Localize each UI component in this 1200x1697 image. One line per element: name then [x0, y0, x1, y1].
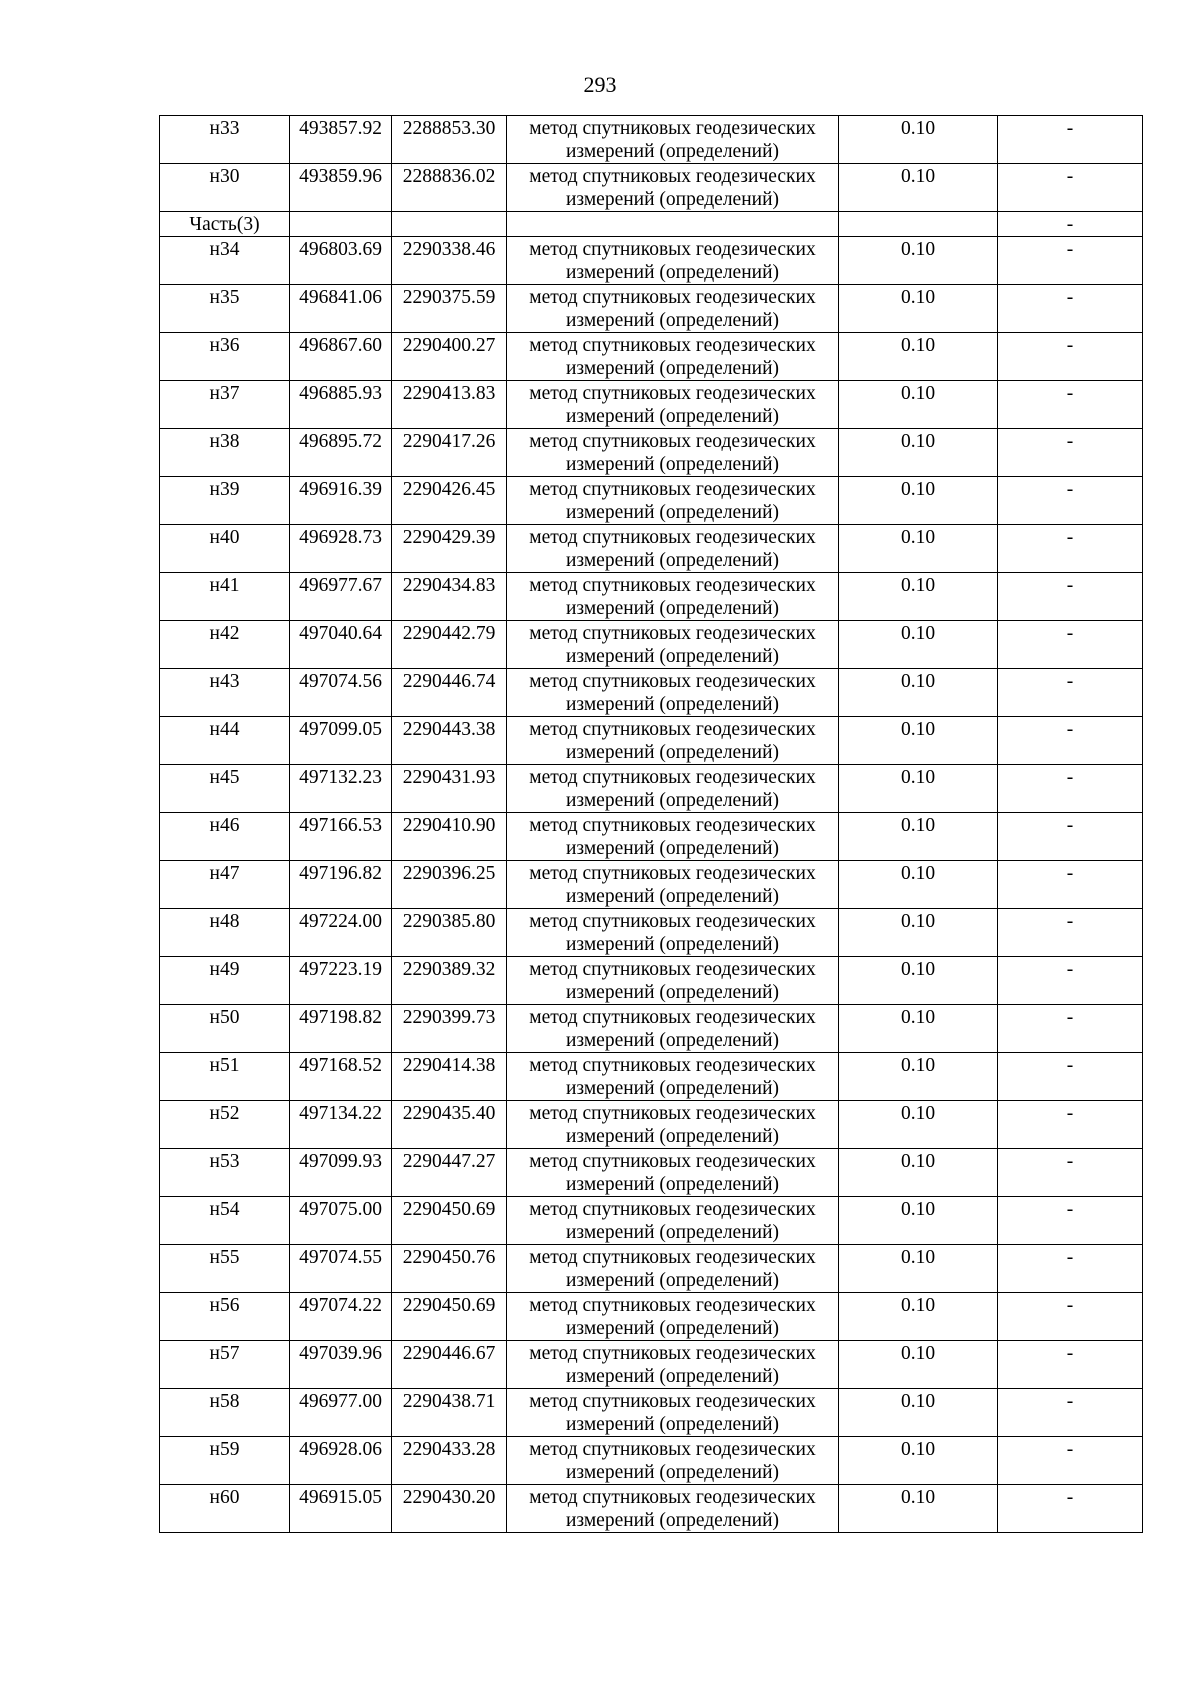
x-coordinate: 497224.00	[290, 909, 392, 957]
y-coordinate: 2290389.32	[392, 957, 507, 1005]
point-name: н40	[160, 525, 290, 573]
part-label: Часть(3)	[160, 212, 290, 237]
note-cell: -	[998, 957, 1143, 1005]
y-coordinate: 2290438.71	[392, 1389, 507, 1437]
point-name: н45	[160, 765, 290, 813]
y-coordinate: 2290446.67	[392, 1341, 507, 1389]
method-line-2: измерений (определений)	[565, 1510, 780, 1531]
method-line-1: метод спутниковых геодезических	[529, 767, 816, 788]
method-cell	[507, 1101, 839, 1149]
y-coordinate: 2290431.93	[392, 765, 507, 813]
method-line-1: метод спутниковых геодезических	[529, 911, 816, 932]
x-coordinate: 497196.82	[290, 861, 392, 909]
method-line-1: метод спутниковых геодезических	[529, 1391, 816, 1412]
method-line-2: измерений (определений)	[565, 502, 780, 523]
note-cell: -	[998, 717, 1143, 765]
method-line-2: измерений (определений)	[565, 358, 780, 379]
y-coordinate: 2290385.80	[392, 909, 507, 957]
y-coordinate: 2290442.79	[392, 621, 507, 669]
method-line-1: метод спутниковых геодезических	[529, 1295, 816, 1316]
method-line-2: измерений (определений)	[565, 1462, 780, 1483]
method-cell	[507, 1293, 839, 1341]
accuracy-cell: 0.10	[839, 1389, 998, 1437]
table-row	[160, 909, 1143, 957]
point-name: н58	[160, 1389, 290, 1437]
point-name: н52	[160, 1101, 290, 1149]
method-line-1: метод спутниковых геодезических	[529, 335, 816, 356]
y-coordinate: 2290450.76	[392, 1245, 507, 1293]
point-name: н56	[160, 1293, 290, 1341]
note-cell: -	[998, 765, 1143, 813]
table-row	[160, 1101, 1143, 1149]
point-name: н37	[160, 381, 290, 429]
x-coordinate: 497075.00	[290, 1197, 392, 1245]
point-name: н48	[160, 909, 290, 957]
accuracy-cell: 0.10	[839, 1005, 998, 1053]
accuracy-cell: 0.10	[839, 1341, 998, 1389]
method-cell	[507, 1197, 839, 1245]
table-row	[160, 1485, 1143, 1533]
x-coordinate: 497223.19	[290, 957, 392, 1005]
table-row	[160, 957, 1143, 1005]
y-coordinate: 2290430.20	[392, 1485, 507, 1533]
method-line-1: метод спутниковых геодезических	[529, 1055, 816, 1076]
accuracy-cell: 0.10	[839, 1293, 998, 1341]
y-coordinate: 2290429.39	[392, 525, 507, 573]
x-coordinate: 497132.23	[290, 765, 392, 813]
accuracy-cell: 0.10	[839, 285, 998, 333]
method-line-2: измерений (определений)	[565, 1318, 780, 1339]
method-line-1: метод спутниковых геодезических	[529, 1199, 816, 1220]
method-line-1: метод спутниковых геодезических	[529, 719, 816, 740]
method-cell	[507, 1053, 839, 1101]
table-row	[160, 1389, 1143, 1437]
note-cell: -	[998, 621, 1143, 669]
method-cell	[507, 813, 839, 861]
accuracy-cell: 0.10	[839, 1149, 998, 1197]
table-row	[160, 1245, 1143, 1293]
accuracy-cell: 0.10	[839, 333, 998, 381]
note-cell: -	[998, 477, 1143, 525]
x-coordinate: 496841.06	[290, 285, 392, 333]
method-line-1: метод спутниковых геодезических	[529, 863, 816, 884]
method-cell	[507, 1341, 839, 1389]
note-cell: -	[998, 813, 1143, 861]
method-line-2: измерений (определений)	[565, 646, 780, 667]
page-number: 293	[583, 72, 617, 97]
point-name: н30	[160, 164, 290, 212]
method-cell	[507, 477, 839, 525]
method-cell	[507, 861, 839, 909]
point-name: н60	[160, 1485, 290, 1533]
x-coordinate: 493857.92	[290, 116, 392, 164]
note-cell: -	[998, 429, 1143, 477]
method-line-1: метод спутниковых геодезических	[529, 118, 816, 139]
point-name: н42	[160, 621, 290, 669]
y-coordinate: 2288836.02	[392, 164, 507, 212]
method-line-1: метод спутниковых геодезических	[529, 527, 816, 548]
method-line-2: измерений (определений)	[565, 1174, 780, 1195]
method-cell	[507, 1485, 839, 1533]
table-row	[160, 333, 1143, 381]
method-cell	[507, 1245, 839, 1293]
method-cell	[507, 116, 839, 164]
accuracy-cell: 0.10	[839, 765, 998, 813]
note-cell: -	[998, 333, 1143, 381]
y-coordinate: 2290433.28	[392, 1437, 507, 1485]
method-line-1: метод спутниковых геодезических	[529, 671, 816, 692]
point-name: н47	[160, 861, 290, 909]
y-coordinate	[392, 212, 507, 237]
accuracy-cell: 0.10	[839, 1245, 998, 1293]
method-line-1: метод спутниковых геодезических	[529, 431, 816, 452]
note-cell: -	[998, 1197, 1143, 1245]
table-row	[160, 813, 1143, 861]
note-cell: -	[998, 1101, 1143, 1149]
method-cell	[507, 717, 839, 765]
table-row	[160, 1293, 1143, 1341]
point-name: н55	[160, 1245, 290, 1293]
method-line-1: метод спутниковых геодезических	[529, 1247, 816, 1268]
table-row	[160, 237, 1143, 285]
y-coordinate: 2290410.90	[392, 813, 507, 861]
y-coordinate: 2290450.69	[392, 1293, 507, 1341]
method-line-1: метод спутниковых геодезических	[529, 239, 816, 260]
table-row	[160, 861, 1143, 909]
method-line-1: метод спутниковых геодезических	[529, 383, 816, 404]
accuracy-cell: 0.10	[839, 957, 998, 1005]
x-coordinate: 497166.53	[290, 813, 392, 861]
note-cell: -	[998, 1341, 1143, 1389]
y-coordinate: 2290443.38	[392, 717, 507, 765]
note-cell: -	[998, 237, 1143, 285]
point-name: н49	[160, 957, 290, 1005]
note-cell: -	[998, 285, 1143, 333]
x-coordinate: 496977.67	[290, 573, 392, 621]
method-line-1: метод спутниковых геодезических	[529, 815, 816, 836]
x-coordinate: 496916.39	[290, 477, 392, 525]
table-row	[160, 429, 1143, 477]
y-coordinate: 2290426.45	[392, 477, 507, 525]
point-name: н39	[160, 477, 290, 525]
y-coordinate: 2290400.27	[392, 333, 507, 381]
accuracy-cell: 0.10	[839, 381, 998, 429]
method-line-2: измерений (определений)	[565, 790, 780, 811]
accuracy-cell	[839, 212, 998, 237]
method-line-2: измерений (определений)	[565, 310, 780, 331]
point-name: н36	[160, 333, 290, 381]
y-coordinate: 2290447.27	[392, 1149, 507, 1197]
x-coordinate: 497198.82	[290, 1005, 392, 1053]
point-name: н41	[160, 573, 290, 621]
accuracy-cell: 0.10	[839, 477, 998, 525]
method-cell	[507, 1389, 839, 1437]
accuracy-cell: 0.10	[839, 1053, 998, 1101]
method-line-2: измерений (определений)	[565, 1078, 780, 1099]
x-coordinate: 496977.00	[290, 1389, 392, 1437]
method-line-2: измерений (определений)	[565, 141, 780, 162]
method-line-1: метод спутниковых геодезических	[529, 479, 816, 500]
method-line-2: измерений (определений)	[565, 189, 780, 210]
point-name: н53	[160, 1149, 290, 1197]
x-coordinate: 497168.52	[290, 1053, 392, 1101]
method-line-2: измерений (определений)	[565, 742, 780, 763]
point-name: н43	[160, 669, 290, 717]
table-row	[160, 381, 1143, 429]
method-line-2: измерений (определений)	[565, 1414, 780, 1435]
method-line-2: измерений (определений)	[565, 886, 780, 907]
method-line-1: метод спутниковых геодезических	[529, 623, 816, 644]
method-line-2: измерений (определений)	[565, 1126, 780, 1147]
table-row	[160, 573, 1143, 621]
y-coordinate: 2290434.83	[392, 573, 507, 621]
table-row	[160, 1053, 1143, 1101]
table-row	[160, 1437, 1143, 1485]
x-coordinate: 496867.60	[290, 333, 392, 381]
method-line-2: измерений (определений)	[565, 1366, 780, 1387]
y-coordinate: 2290413.83	[392, 381, 507, 429]
note-cell: -	[998, 1437, 1143, 1485]
x-coordinate: 493859.96	[290, 164, 392, 212]
accuracy-cell: 0.10	[839, 621, 998, 669]
method-cell	[507, 573, 839, 621]
method-line-2: измерений (определений)	[565, 262, 780, 283]
accuracy-cell: 0.10	[839, 909, 998, 957]
method-line-2: измерений (определений)	[565, 982, 780, 1003]
method-cell	[507, 1005, 839, 1053]
y-coordinate: 2290435.40	[392, 1101, 507, 1149]
method-cell	[507, 1437, 839, 1485]
coordinates-table	[159, 115, 1143, 1533]
method-line-1: метод спутниковых геодезических	[529, 1439, 816, 1460]
point-name: н33	[160, 116, 290, 164]
table-row	[160, 1341, 1143, 1389]
x-coordinate: 497039.96	[290, 1341, 392, 1389]
x-coordinate: 497074.22	[290, 1293, 392, 1341]
point-name: н35	[160, 285, 290, 333]
note-cell: -	[998, 909, 1143, 957]
method-cell	[507, 164, 839, 212]
x-coordinate	[290, 212, 392, 237]
method-line-2: измерений (определений)	[565, 838, 780, 859]
method-line-2: измерений (определений)	[565, 406, 780, 427]
method-line-2: измерений (определений)	[565, 454, 780, 475]
method-line-2: измерений (определений)	[565, 694, 780, 715]
table-row	[160, 1149, 1143, 1197]
x-coordinate: 497074.55	[290, 1245, 392, 1293]
method-cell	[507, 909, 839, 957]
x-coordinate: 497134.22	[290, 1101, 392, 1149]
note-cell: -	[998, 1485, 1143, 1533]
table-row	[160, 717, 1143, 765]
note-cell: -	[998, 164, 1143, 212]
method-cell	[507, 525, 839, 573]
note-cell: -	[998, 861, 1143, 909]
note-cell: -	[998, 573, 1143, 621]
method-line-1: метод спутниковых геодезических	[529, 287, 816, 308]
accuracy-cell: 0.10	[839, 1101, 998, 1149]
note-cell: -	[998, 1149, 1143, 1197]
point-name: н44	[160, 717, 290, 765]
accuracy-cell: 0.10	[839, 164, 998, 212]
table-row	[160, 1197, 1143, 1245]
method-cell	[507, 285, 839, 333]
table-part-row	[160, 212, 1143, 237]
point-name: н38	[160, 429, 290, 477]
method-cell	[507, 765, 839, 813]
table-row	[160, 765, 1143, 813]
point-name: н46	[160, 813, 290, 861]
method-cell	[507, 381, 839, 429]
table-row	[160, 1005, 1143, 1053]
method-line-2: измерений (определений)	[565, 1030, 780, 1051]
point-name: н59	[160, 1437, 290, 1485]
accuracy-cell: 0.10	[839, 1197, 998, 1245]
method-cell	[507, 621, 839, 669]
y-coordinate: 2290446.74	[392, 669, 507, 717]
accuracy-cell: 0.10	[839, 237, 998, 285]
note-cell: -	[998, 1005, 1143, 1053]
method-line-1: метод спутниковых геодезических	[529, 1103, 816, 1124]
method-line-1: метод спутниковых геодезических	[529, 1151, 816, 1172]
accuracy-cell: 0.10	[839, 525, 998, 573]
table-row	[160, 285, 1143, 333]
note-cell: -	[998, 1293, 1143, 1341]
note-cell: -	[998, 116, 1143, 164]
note-cell: -	[998, 381, 1143, 429]
method-cell	[507, 1149, 839, 1197]
accuracy-cell: 0.10	[839, 429, 998, 477]
point-name: н34	[160, 237, 290, 285]
accuracy-cell: 0.10	[839, 116, 998, 164]
method-cell	[507, 669, 839, 717]
method-line-1: метод спутниковых геодезических	[529, 575, 816, 596]
method-line-1: метод спутниковых геодезических	[529, 1007, 816, 1028]
note-cell: -	[998, 525, 1143, 573]
y-coordinate: 2290338.46	[392, 237, 507, 285]
point-name: н50	[160, 1005, 290, 1053]
x-coordinate: 497099.05	[290, 717, 392, 765]
x-coordinate: 496885.93	[290, 381, 392, 429]
x-coordinate: 496915.05	[290, 1485, 392, 1533]
y-coordinate: 2290417.26	[392, 429, 507, 477]
point-name: н54	[160, 1197, 290, 1245]
y-coordinate: 2290396.25	[392, 861, 507, 909]
method-line-1: метод спутниковых геодезических	[529, 1343, 816, 1364]
table-row	[160, 164, 1143, 212]
table-row	[160, 621, 1143, 669]
method-line-1: метод спутниковых геодезических	[529, 1487, 816, 1508]
x-coordinate: 497099.93	[290, 1149, 392, 1197]
method-line-2: измерений (определений)	[565, 1222, 780, 1243]
y-coordinate: 2290399.73	[392, 1005, 507, 1053]
x-coordinate: 496803.69	[290, 237, 392, 285]
method-cell	[507, 429, 839, 477]
table-row	[160, 669, 1143, 717]
y-coordinate: 2290375.59	[392, 285, 507, 333]
point-name: н57	[160, 1341, 290, 1389]
table-row	[160, 477, 1143, 525]
y-coordinate: 2290414.38	[392, 1053, 507, 1101]
accuracy-cell: 0.10	[839, 717, 998, 765]
accuracy-cell: 0.10	[839, 669, 998, 717]
point-name: н51	[160, 1053, 290, 1101]
table-row	[160, 116, 1143, 164]
note-cell: -	[998, 212, 1143, 237]
method-cell	[507, 333, 839, 381]
method-line-2: измерений (определений)	[565, 934, 780, 955]
method-line-1: метод спутниковых геодезических	[529, 166, 816, 187]
x-coordinate: 496895.72	[290, 429, 392, 477]
method-line-2: измерений (определений)	[565, 1270, 780, 1291]
accuracy-cell: 0.10	[839, 573, 998, 621]
note-cell: -	[998, 1389, 1143, 1437]
x-coordinate: 497040.64	[290, 621, 392, 669]
method-cell	[507, 957, 839, 1005]
x-coordinate: 496928.73	[290, 525, 392, 573]
method-line-1: метод спутниковых геодезических	[529, 959, 816, 980]
coordinates-table-body	[160, 116, 1143, 1533]
y-coordinate: 2288853.30	[392, 116, 507, 164]
note-cell: -	[998, 1053, 1143, 1101]
note-cell: -	[998, 1245, 1143, 1293]
y-coordinate: 2290450.69	[392, 1197, 507, 1245]
note-cell: -	[998, 669, 1143, 717]
x-coordinate: 496928.06	[290, 1437, 392, 1485]
method-line-2: измерений (определений)	[565, 550, 780, 571]
accuracy-cell: 0.10	[839, 813, 998, 861]
method-cell	[507, 237, 839, 285]
accuracy-cell: 0.10	[839, 1485, 998, 1533]
method-cell	[507, 212, 839, 237]
table-row	[160, 525, 1143, 573]
accuracy-cell: 0.10	[839, 1437, 998, 1485]
method-line-2: измерений (определений)	[565, 598, 780, 619]
accuracy-cell: 0.10	[839, 861, 998, 909]
x-coordinate: 497074.56	[290, 669, 392, 717]
